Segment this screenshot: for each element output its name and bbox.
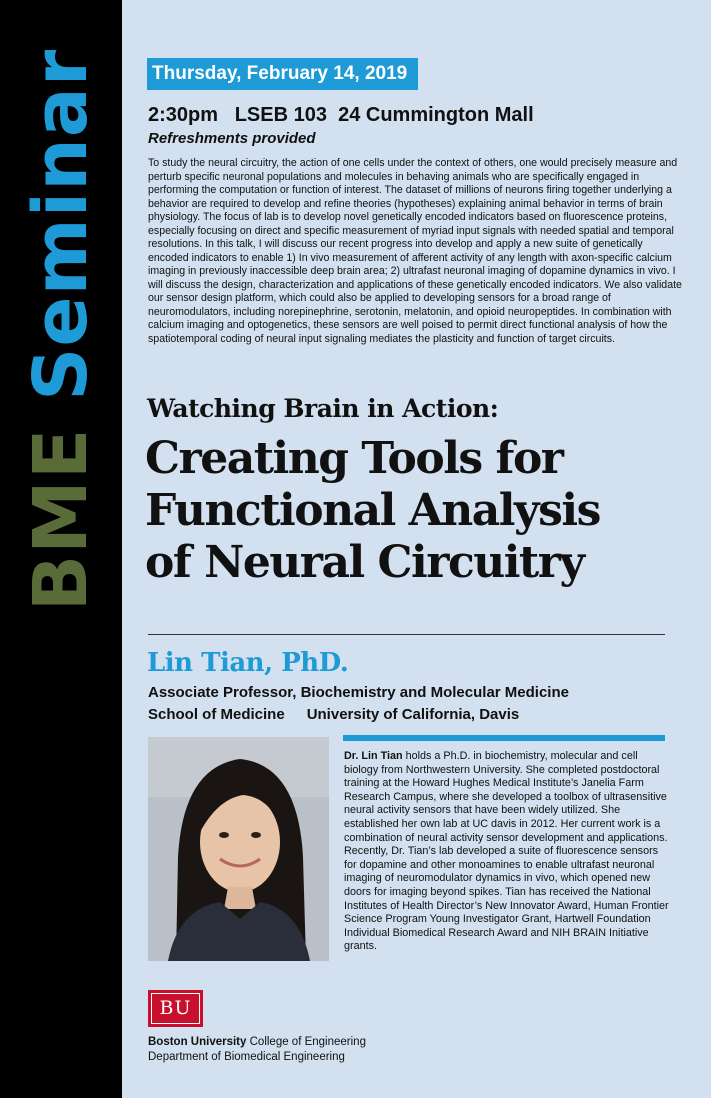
talk-title-line: Creating Tools for bbox=[145, 433, 563, 484]
footer-department: Department of Biomedical Engineering bbox=[148, 1051, 345, 1063]
footer-institution bbox=[148, 1036, 366, 1048]
speaker-position: Associate Professor, Biochemistry and Molecular Medicine bbox=[148, 684, 569, 701]
sidebar-band bbox=[0, 0, 122, 1098]
accent-bar bbox=[343, 735, 665, 741]
series-title-vertical bbox=[18, 48, 104, 612]
bu-logo-text: BU bbox=[151, 993, 200, 1024]
event-time: 2:30pm bbox=[148, 104, 219, 126]
bio-lead: Dr. Lin Tian bbox=[344, 750, 403, 762]
series-word-bme: BME bbox=[18, 427, 104, 612]
poster-main bbox=[122, 0, 711, 1098]
speaker-university: University of California, Davis bbox=[306, 706, 520, 723]
bio-text: holds a Ph.D. in biochemistry, molecular and cell biology from Northwestern University. She completed postdoctoral training at the Howard Hughes Medical Institute’s Janelia Farm Research Campus, where she developed a toolbox of ultrasensitive neural activity sensors that have been widely utilized. She established her own lab at UC davis in 2012. Her current work is a combination of neural activity sensor development and applications. Recently, Dr. Tian’s lab developed a suite of fluorescence sensors for dopamine and other monoamines to enable ultrafast neuronal imaging of neuromodulator dynamics in vivo, which opened new doors for imaging beyond spikes. Tian has received the National Institutes of Health Director’s New Innovator Award, Human Frontier Science Program Young Investigator Grant, Hartwell Foundation Individual Biomedical Research Award and NIH BRAIN Initiative grants. bbox=[344, 750, 669, 953]
speaker-name: Lin Tian, PhD. bbox=[147, 648, 349, 678]
speaker-bio bbox=[344, 750, 671, 954]
talk-abstract: To study the neural circuitry, the action of one cells under the context of others, one would precisely measure and perturb specific neuronal populations and molecules in behaving animals who are specifically engaged in performing the computation or function of interest. The dataset of millions of neurons firing together underlying a behavior are required to develop and refine theories (hypotheses) explaining animal behavior in terms of brain physiology. The focus of lab is to develop novel genetically encoded indicators based on fluorescence proteins, especially focusing on direct and specific measurement of myriad input signals with needed spatial and temporal resolutions. In this talk, I will discuss our recent progress into develop and apply a new suite of genetically encoded indicators to enable 1) In vivo measurement of afferent activity of any length with axon-specific calcium imaging in previously inaccessible deep brain area; 2) ultrafast neuronal imaging of dopamine dynamics in vivo. I will discuss the design, characterization and applications of these genetically encoded indicators. We also validate our sensor design platform, which could also be applied to developing sensors for a broad range of neuromodulators, including norepinephrine, serotonin, melatonin, and opioid neuropeptides. In combination with calcium imaging and optogenetics, these sensors are well poised to permit direct functional analysis of how the spatiotemporal coding of neural input signaling mediates the plasticity and function of target circuits. bbox=[148, 157, 682, 345]
section-divider bbox=[148, 634, 665, 635]
talk-subtitle: Watching Brain in Action: bbox=[147, 394, 499, 423]
talk-title-line: of Neural Circuitry bbox=[145, 537, 584, 588]
speaker-school: School of Medicine bbox=[148, 706, 285, 723]
series-word-seminar: Seminar bbox=[18, 48, 104, 401]
speaker-photo bbox=[148, 737, 329, 961]
event-date-badge: Thursday, February 14, 2019 bbox=[147, 58, 418, 90]
event-room: LSEB 103 bbox=[234, 104, 327, 126]
refreshments-note: Refreshments provided bbox=[148, 130, 316, 147]
talk-title-line: Functional Analysis bbox=[145, 485, 600, 536]
event-time-location bbox=[148, 104, 534, 127]
footer-university: Boston University bbox=[148, 1036, 247, 1048]
event-address: 24 Cummington Mall bbox=[338, 104, 534, 126]
bu-logo bbox=[148, 990, 203, 1027]
talk-title bbox=[145, 433, 705, 589]
footer-college: College of Engineering bbox=[246, 1036, 366, 1048]
speaker-affiliation bbox=[148, 706, 519, 723]
